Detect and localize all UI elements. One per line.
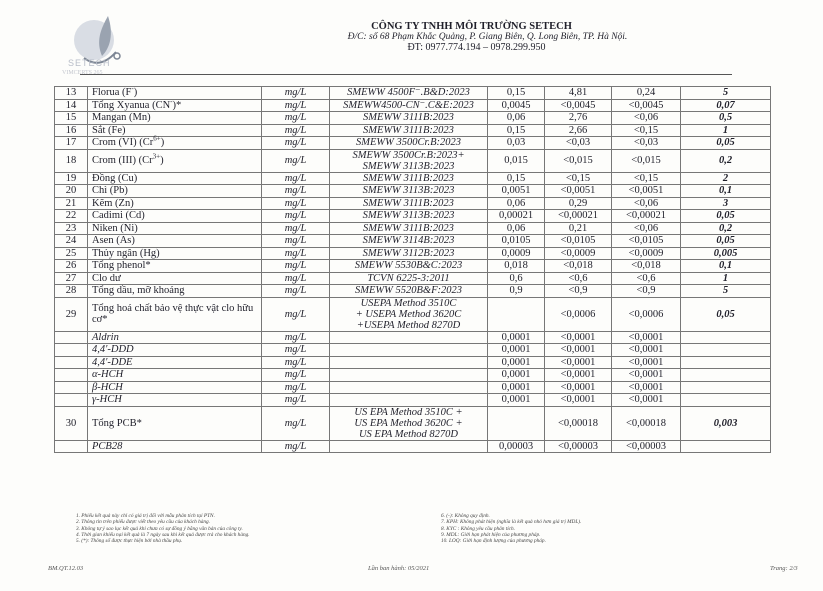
row-number: 27 — [55, 272, 88, 285]
note: 1. Phiếu kết quả này chỉ có giá trị đối với mẫu phân tích tại PTN. — [76, 513, 215, 519]
loq-value — [488, 406, 545, 440]
row-number-empty — [55, 331, 88, 344]
result-1: 2,66 — [545, 124, 612, 137]
regulation-limit: 0,05 — [681, 297, 771, 331]
row-number-empty — [55, 344, 88, 357]
regulation-limit: 5 — [681, 87, 771, 100]
table-row — [55, 210, 771, 223]
sub-parameter-name: Aldrin — [88, 331, 262, 344]
regulation-limit: 0,2 — [681, 149, 771, 172]
table-row — [55, 87, 771, 100]
result-2: <0,0009 — [612, 247, 681, 260]
parameter-name-text: Clo dư — [92, 272, 121, 284]
result-2: <0,15 — [612, 172, 681, 185]
method — [330, 297, 488, 331]
method: TCVN 6225-3:2011 — [330, 272, 488, 285]
parameter-name — [88, 99, 262, 112]
result-2: <0,06 — [612, 197, 681, 210]
regulation-limit-empty — [681, 344, 771, 357]
result-1: 4,81 — [545, 87, 612, 100]
result-1: <0,00003 — [545, 440, 612, 453]
method: SMEWW 3114B:2023 — [330, 235, 488, 248]
method-empty — [330, 356, 488, 369]
loq-value: 0,15 — [488, 124, 545, 137]
table-subrow — [55, 356, 771, 369]
table-row — [55, 247, 771, 260]
method — [330, 149, 488, 172]
method: SMEWW 5520B&F:2023 — [330, 285, 488, 298]
loq-value: 0,06 — [488, 222, 545, 235]
result-2: <0,0001 — [612, 331, 681, 344]
table-row — [55, 137, 771, 150]
note: 5. (*): Thông số được thực hiện bởi nhà thầu phụ. — [76, 538, 183, 545]
loq-value: 0,0009 — [488, 247, 545, 260]
parameter-name-tail: )* — [172, 99, 182, 111]
table-row — [55, 124, 771, 137]
unit: mg/L — [262, 99, 330, 112]
logo-text: SETECH — [68, 58, 111, 68]
loq-value: 0,00021 — [488, 210, 545, 223]
unit: mg/L — [262, 149, 330, 172]
unit: mg/L — [262, 369, 330, 382]
unit: mg/L — [262, 331, 330, 344]
note: 3. Không tự ý sao lục kết quả khi chưa có sự đồng ý bằng văn bản của công ty. — [76, 525, 243, 532]
parameter-name — [88, 285, 262, 298]
row-number-empty — [55, 394, 88, 407]
loq-value: 0,0001 — [488, 369, 545, 382]
parameter-name-text: Chì (Pb) — [92, 185, 128, 197]
row-number: 25 — [55, 247, 88, 260]
row-number: 15 — [55, 112, 88, 125]
result-2: <0,0051 — [612, 185, 681, 198]
parameter-name: Tổng PCB* — [88, 406, 262, 440]
unit: mg/L — [262, 247, 330, 260]
result-1: <0,0009 — [545, 247, 612, 260]
row-number-empty — [55, 369, 88, 382]
table-row — [55, 197, 771, 210]
method-line: USEPA Method 3510C — [360, 297, 457, 309]
parameter-name — [88, 222, 262, 235]
sub-parameter-name: γ-HCH — [88, 394, 262, 407]
parameter-name-text: Sắt (Fe) — [92, 124, 126, 136]
table-row-group — [55, 297, 771, 331]
row-number: 24 — [55, 235, 88, 248]
note: 6. (-): Không quy định. — [441, 513, 490, 519]
method-empty — [330, 440, 488, 453]
parameter-name — [88, 134, 262, 150]
loq-value: 0,0001 — [488, 356, 545, 369]
method: SMEWW 3112B:2023 — [330, 247, 488, 260]
loq-value: 0,0001 — [488, 394, 545, 407]
parameter-name — [88, 260, 262, 273]
row-number: 30 — [55, 406, 88, 440]
unit: mg/L — [262, 222, 330, 235]
regulation-limit-empty — [681, 440, 771, 453]
table-subrow — [55, 369, 771, 382]
result-1: <0,0045 — [545, 99, 612, 112]
result-1: <0,018 — [545, 260, 612, 273]
regulation-limit: 0,05 — [681, 137, 771, 150]
parameter-name — [88, 112, 262, 125]
loq-value: 0,0001 — [488, 381, 545, 394]
row-number: 28 — [55, 285, 88, 298]
loq-value: 0,0001 — [488, 344, 545, 357]
result-1: <0,0051 — [545, 185, 612, 198]
parameter-name — [88, 247, 262, 260]
regulation-limit: 0,1 — [681, 260, 771, 273]
regulation-limit: 3 — [681, 197, 771, 210]
row-number: 13 — [55, 87, 88, 100]
notes-right — [441, 513, 581, 544]
table-row — [55, 172, 771, 185]
note: 9. MDL: Giới hạn phát hiện của phương pháp. — [441, 531, 541, 538]
row-number-empty — [55, 356, 88, 369]
parameter-name — [88, 272, 262, 285]
company-name: CÔNG TY TNHH MÔI TRƯỜNG SETECH — [371, 21, 572, 32]
result-2: <0,0001 — [612, 344, 681, 357]
row-number: 19 — [55, 172, 88, 185]
method: SMEWW 3113B:2023 — [330, 210, 488, 223]
method-empty — [330, 344, 488, 357]
table-row-group — [55, 406, 771, 440]
table-row — [55, 112, 771, 125]
parameter-name-text: Tổng dầu, mỡ khoáng — [92, 285, 185, 297]
row-number: 26 — [55, 260, 88, 273]
result-2: <0,9 — [612, 285, 681, 298]
parameter-name-text: Crom (III) (Cr — [92, 155, 153, 166]
regulation-limit-empty — [681, 394, 771, 407]
table-row — [55, 185, 771, 198]
parameter-name — [88, 172, 262, 185]
result-2: <0,03 — [612, 137, 681, 150]
method: SMEWW 3111B:2023 — [330, 172, 488, 185]
result-1: <0,00021 — [545, 210, 612, 223]
result-2: 0,24 — [612, 87, 681, 100]
loq-value: 0,15 — [488, 87, 545, 100]
result-2: <0,00018 — [612, 406, 681, 440]
result-1: <0,0001 — [545, 394, 612, 407]
result-2: <0,0006 — [612, 297, 681, 331]
regulation-limit-empty — [681, 381, 771, 394]
regulation-limit: 1 — [681, 272, 771, 285]
regulation-limit-empty — [681, 356, 771, 369]
parameter-name — [88, 210, 262, 223]
result-2: <0,0001 — [612, 369, 681, 382]
result-1: <0,9 — [545, 285, 612, 298]
loq-value: 0,00003 — [488, 440, 545, 453]
parameter-name — [88, 197, 262, 210]
result-1: <0,00018 — [545, 406, 612, 440]
result-1: <0,0001 — [545, 344, 612, 357]
issue-date: Lần ban hành: 05/2021 — [368, 565, 430, 572]
table-row — [55, 99, 771, 112]
table-row — [55, 222, 771, 235]
superscript: 6+ — [153, 134, 161, 143]
superscript: - — [170, 97, 173, 106]
loq-value: 0,06 — [488, 112, 545, 125]
header-divider — [80, 74, 732, 75]
sub-parameter-name: 4,4'-DDD — [88, 344, 262, 357]
row-number-empty — [55, 381, 88, 394]
result-2: <0,0001 — [612, 381, 681, 394]
row-number: 17 — [55, 137, 88, 150]
form-code: BM.QT.12.03 — [48, 565, 84, 572]
result-2: <0,00003 — [612, 440, 681, 453]
method: SMEWW 5530B&C:2023 — [330, 260, 488, 273]
loq-value: 0,0105 — [488, 235, 545, 248]
result-1: <0,0006 — [545, 297, 612, 331]
parameter-name-text: Cadimi (Cd) — [92, 210, 145, 222]
method-empty — [330, 381, 488, 394]
parameter-name-text: Thủy ngân (Hg) — [92, 247, 160, 259]
table-subrow — [55, 344, 771, 357]
parameter-name-tail: ) — [160, 137, 165, 149]
unit: mg/L — [262, 185, 330, 198]
row-number: 14 — [55, 99, 88, 112]
result-2: <0,06 — [612, 112, 681, 125]
company-header — [0, 21, 823, 53]
parameter-name-text: Asen (As) — [92, 235, 135, 247]
parameter-name-text: Đồng (Cu) — [92, 172, 138, 184]
regulation-limit: 0,07 — [681, 99, 771, 112]
method: SMEWW 3500Cr.B:2023 — [330, 137, 488, 150]
page-number: Trang: 2/3 — [770, 565, 798, 572]
superscript: 3+ — [152, 152, 161, 161]
result-2: <0,0045 — [612, 99, 681, 112]
unit: mg/L — [262, 112, 330, 125]
sub-parameter-name: PCB28 — [88, 440, 262, 453]
result-1: <0,15 — [545, 172, 612, 185]
method-line: SMEWW 3500Cr.B:2023+ — [352, 149, 465, 161]
loq-value: 0,9 — [488, 285, 545, 298]
regulation-limit-empty — [681, 369, 771, 382]
loq-value: 0,018 — [488, 260, 545, 273]
unit: mg/L — [262, 272, 330, 285]
table-subrow — [55, 381, 771, 394]
notes-left — [76, 513, 250, 544]
result-1: 2,76 — [545, 112, 612, 125]
parameter-name — [88, 84, 262, 100]
regulation-limit: 0,5 — [681, 112, 771, 125]
logo-certification: VIMCERTS 265 — [62, 70, 103, 76]
unit: mg/L — [262, 87, 330, 100]
result-1: 0,21 — [545, 222, 612, 235]
method-line: US EPA Method 3620C + — [354, 417, 463, 429]
loq-value: 0,0001 — [488, 331, 545, 344]
method: SMEWW 4500F⁻.B&D:2023 — [330, 87, 488, 100]
result-1: <0,015 — [545, 149, 612, 172]
company-address: Đ/C: số 68 Phạm Khắc Quảng, P. Giang Biên, Q. Long Biên, TP. Hà Nội. — [347, 32, 628, 42]
table-subrow — [55, 440, 771, 453]
method: SMEWW4500-CN⁻.C&E:2023 — [330, 99, 488, 112]
method: SMEWW 3111B:2023 — [330, 112, 488, 125]
parameter-name — [88, 149, 262, 172]
row-number: 23 — [55, 222, 88, 235]
regulation-limit: 5 — [681, 285, 771, 298]
parameter-name-text: Mangan (Mn) — [92, 112, 151, 124]
result-2: <0,06 — [612, 222, 681, 235]
note: 2. Thông tin trên phiếu được viết theo yêu cầu của khách hàng. — [76, 519, 210, 526]
row-number-empty — [55, 440, 88, 453]
row-number: 21 — [55, 197, 88, 210]
loq-value: 0,06 — [488, 197, 545, 210]
unit: mg/L — [262, 440, 330, 453]
loq-value: 0,6 — [488, 272, 545, 285]
parameter-name-tail: ) — [133, 87, 138, 99]
table-row — [55, 149, 771, 172]
unit: mg/L — [262, 172, 330, 185]
method: SMEWW 3111B:2023 — [330, 197, 488, 210]
table-row — [55, 235, 771, 248]
row-number: 18 — [55, 149, 88, 172]
result-1: <0,0001 — [545, 381, 612, 394]
parameter-name — [88, 124, 262, 137]
result-1: <0,0105 — [545, 235, 612, 248]
unit: mg/L — [262, 137, 330, 150]
method-empty — [330, 394, 488, 407]
method: SMEWW 3111B:2023 — [330, 222, 488, 235]
method: SMEWW 3113B:2023 — [330, 185, 488, 198]
method-empty — [330, 369, 488, 382]
parameter-name-text: Niken (Ni) — [92, 222, 138, 234]
unit: mg/L — [262, 394, 330, 407]
parameter-name-text: Tổng Xyanua (CN — [92, 99, 171, 111]
table-subrow — [55, 331, 771, 344]
method-line: US EPA Method 3510C + — [354, 406, 463, 418]
result-2: <0,15 — [612, 124, 681, 137]
method-line: +USEPA Method 8270D — [356, 319, 461, 331]
regulation-limit: 0,003 — [681, 406, 771, 440]
result-2: <0,0001 — [612, 356, 681, 369]
unit: mg/L — [262, 356, 330, 369]
result-2: <0,015 — [612, 149, 681, 172]
method-line: US EPA Method 8270D — [358, 428, 459, 440]
unit: mg/L — [262, 381, 330, 394]
superscript: - — [131, 84, 134, 93]
regulation-limit: 0,005 — [681, 247, 771, 260]
unit: mg/L — [262, 297, 330, 331]
loq-value: 0,015 — [488, 149, 545, 172]
note: 8. KYC : Không yêu cầu phân tích. — [441, 525, 516, 532]
parameter-name-text: Crom (VI) (Cr — [92, 137, 154, 149]
table-row — [55, 260, 771, 273]
table-subrow — [55, 394, 771, 407]
regulation-limit-empty — [681, 331, 771, 344]
unit: mg/L — [262, 285, 330, 298]
regulation-limit: 1 — [681, 124, 771, 137]
row-number: 16 — [55, 124, 88, 137]
method-empty — [330, 331, 488, 344]
unit: mg/L — [262, 406, 330, 440]
loq-value: 0,03 — [488, 137, 545, 150]
unit: mg/L — [262, 197, 330, 210]
loq-value: 0,15 — [488, 172, 545, 185]
result-2: <0,00021 — [612, 210, 681, 223]
method: SMEWW 3111B:2023 — [330, 124, 488, 137]
note: 10. LOQ: Giới hạn định lượng của phương pháp. — [441, 538, 546, 545]
table-row — [55, 272, 771, 285]
parameter-name — [88, 185, 262, 198]
unit: mg/L — [262, 124, 330, 137]
method — [330, 406, 488, 440]
unit: mg/L — [262, 235, 330, 248]
note: 4. Thời gian khiếu nại kết quả là 7 ngày sau khi kết quả được trả cho khách hàng. — [76, 531, 250, 538]
company-phone: ĐT: 0977.774.194 – 0978.299.950 — [407, 42, 546, 53]
row-number: 22 — [55, 210, 88, 223]
parameter-name: Tổng hoá chất bảo vệ thực vật clo hữu cơ* — [88, 297, 262, 331]
result-2: <0,0001 — [612, 394, 681, 407]
regulation-limit: 0,1 — [681, 185, 771, 198]
row-number: 20 — [55, 185, 88, 198]
unit: mg/L — [262, 210, 330, 223]
result-1: 0,29 — [545, 197, 612, 210]
regulation-limit: 0,05 — [681, 235, 771, 248]
parameter-name-text: Tổng phenol* — [92, 260, 151, 272]
result-2: <0,6 — [612, 272, 681, 285]
table-row — [55, 285, 771, 298]
parameter-name-tail: ) — [160, 155, 164, 166]
loq-value: 0,0051 — [488, 185, 545, 198]
sub-parameter-name: β-HCH — [88, 381, 262, 394]
sub-parameter-name: 4,4'-DDE — [88, 356, 262, 369]
method-line: SMEWW 3113B:2023 — [362, 160, 455, 172]
results-table — [54, 86, 771, 453]
loq-value: 0,0045 — [488, 99, 545, 112]
result-1: <0,03 — [545, 137, 612, 150]
result-1: <0,0001 — [545, 331, 612, 344]
loq-value — [488, 297, 545, 331]
parameter-name-text: Kẽm (Zn) — [92, 197, 134, 209]
unit: mg/L — [262, 344, 330, 357]
result-2: <0,0105 — [612, 235, 681, 248]
sub-parameter-name: α-HCH — [88, 369, 262, 382]
result-1: <0,0001 — [545, 369, 612, 382]
method-line: + USEPA Method 3620C — [355, 308, 462, 320]
unit: mg/L — [262, 260, 330, 273]
regulation-limit: 2 — [681, 172, 771, 185]
parameter-name-text: Florua (F — [92, 87, 132, 99]
regulation-limit: 0,2 — [681, 222, 771, 235]
note: 7. KPH: Không phát hiện (nghĩa là kết quả nhỏ hơn giá trị MDL). — [441, 519, 582, 526]
regulation-limit: 0,05 — [681, 210, 771, 223]
parameter-name — [88, 235, 262, 248]
result-2: <0,018 — [612, 260, 681, 273]
result-1: <0,0001 — [545, 356, 612, 369]
row-number: 29 — [55, 297, 88, 331]
result-1: <0,6 — [545, 272, 612, 285]
